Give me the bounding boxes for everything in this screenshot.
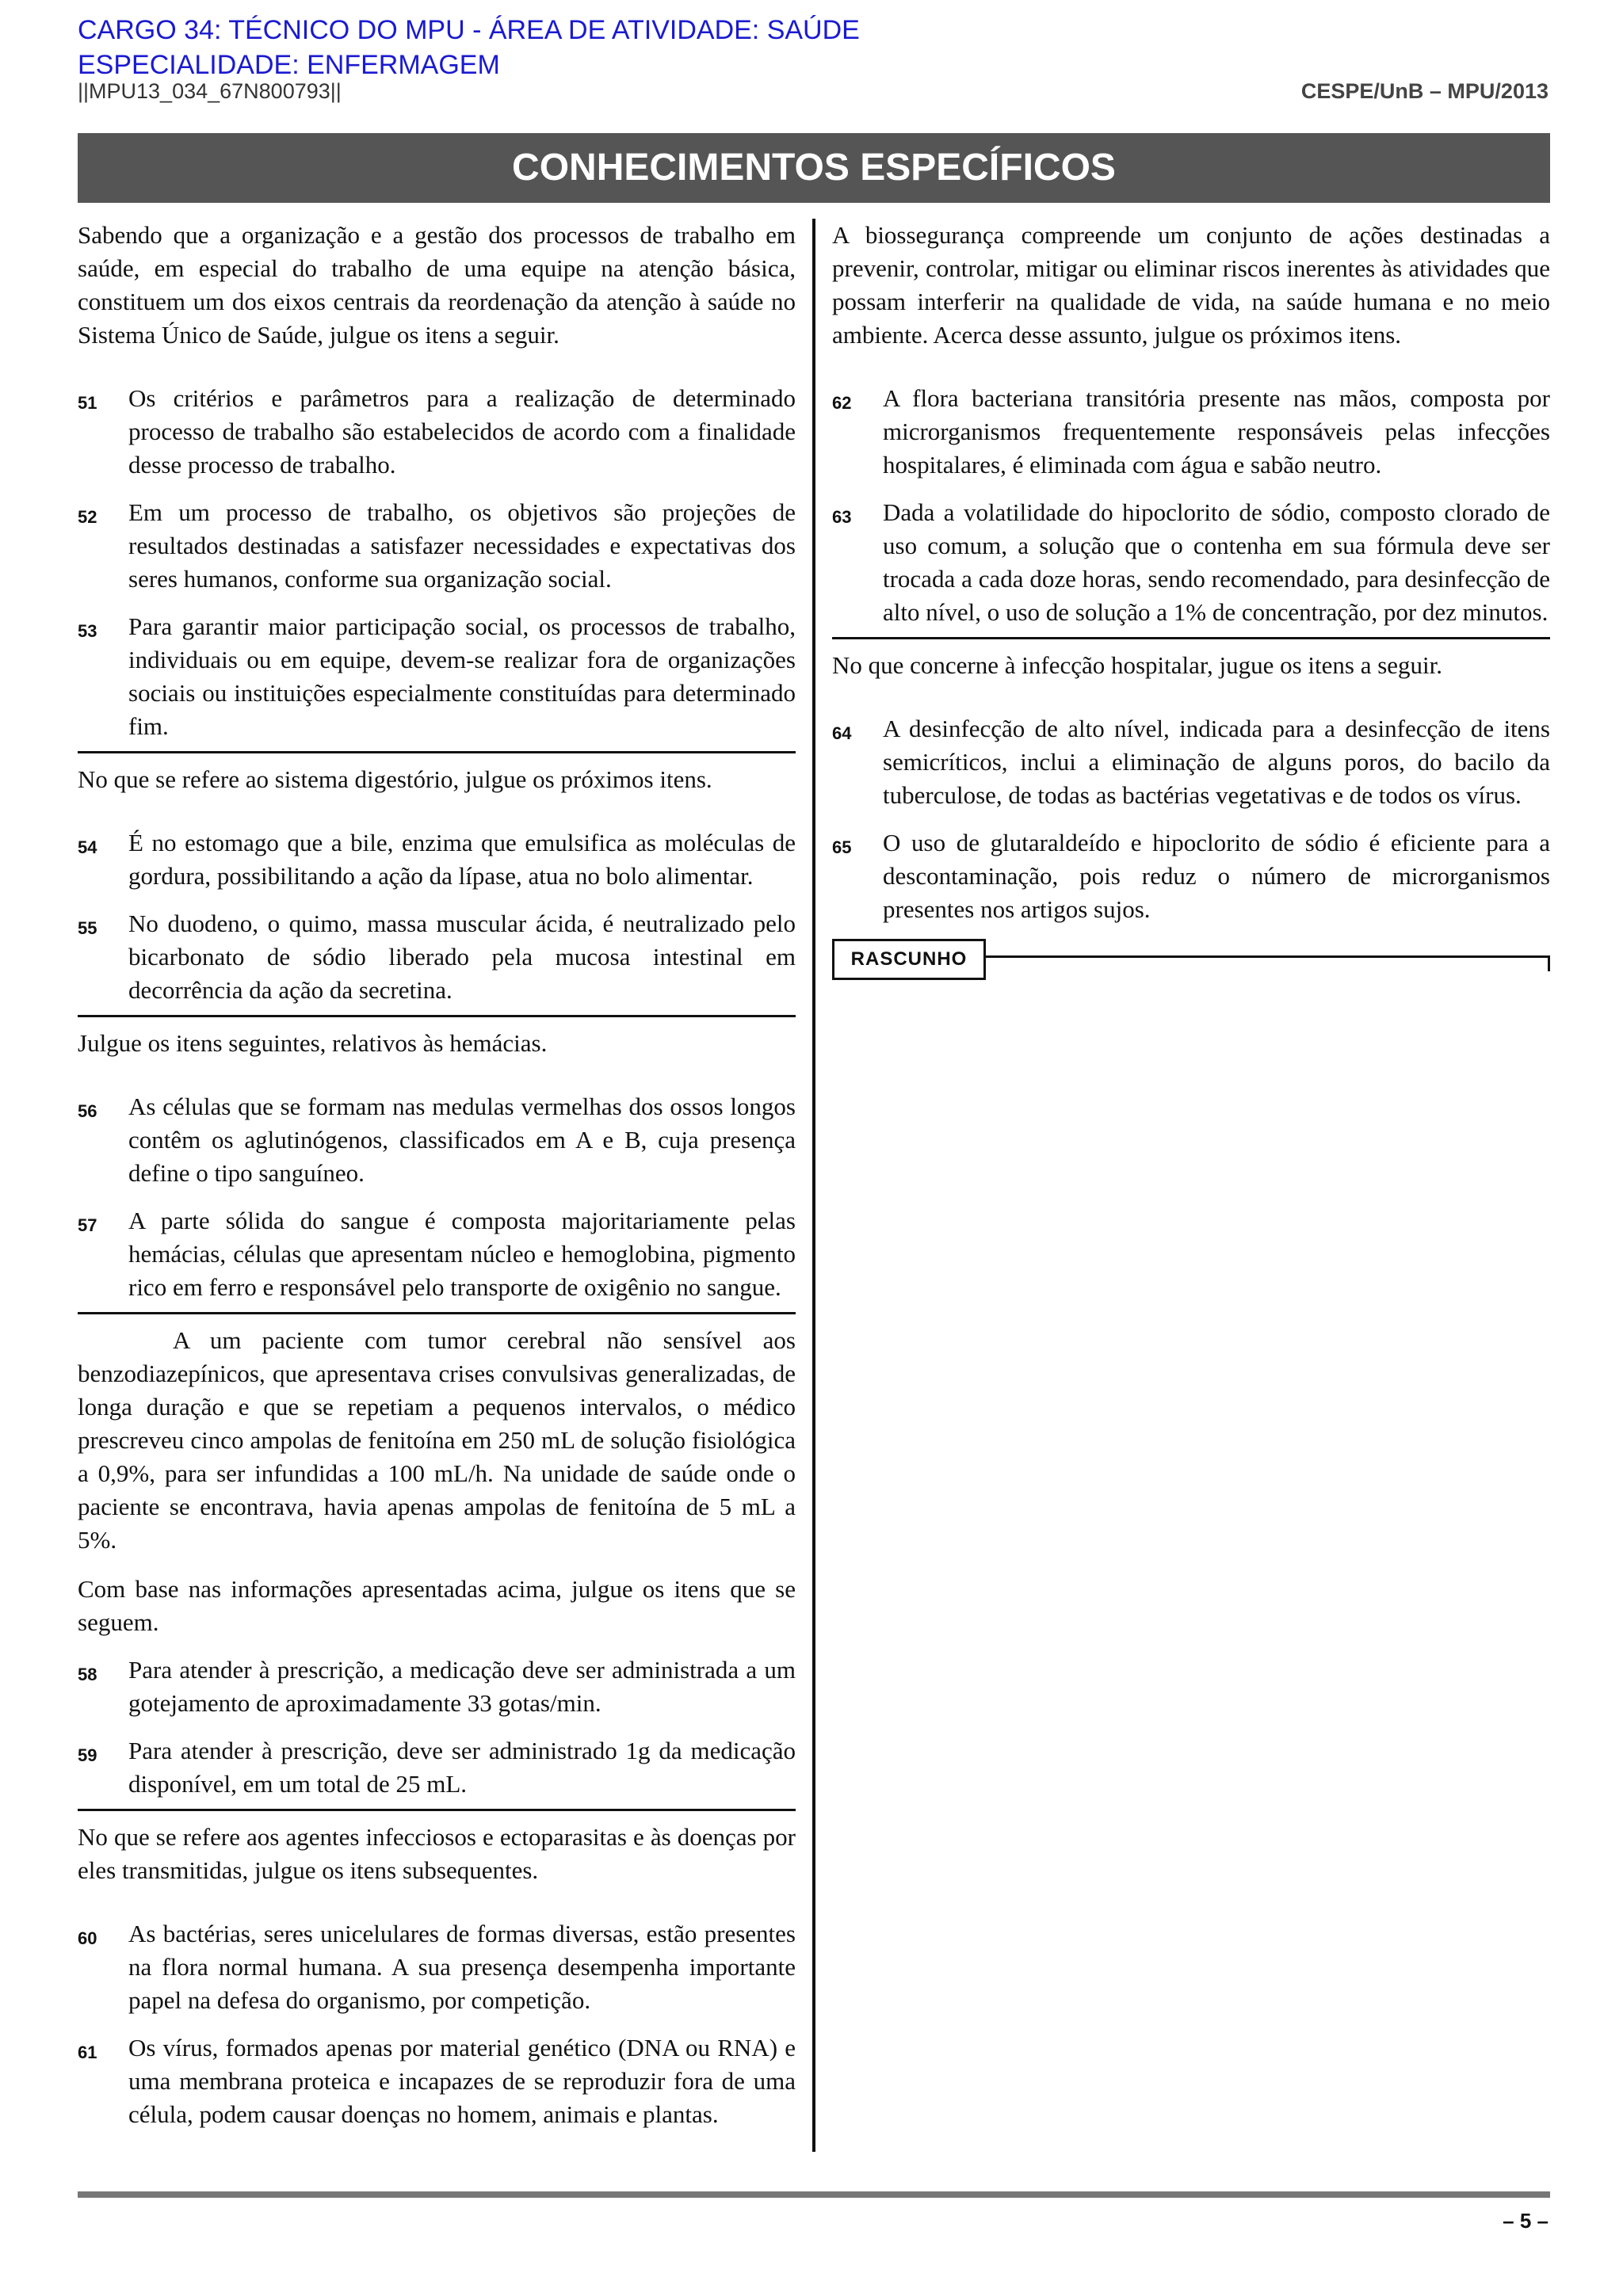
column-divider [812,219,815,2152]
rascunho-line [986,955,1550,958]
question-number: 63 [832,507,852,527]
question-number: 53 [78,621,97,641]
exam-organizer: CESPE/UnB – MPU/2013 [1300,79,1549,103]
question-number: 57 [78,1215,97,1235]
rascunho-label: RASCUNHO [832,939,986,980]
question-number: 56 [78,1101,97,1121]
rascunho-area [832,936,1550,983]
question-number: 51 [78,393,97,413]
question-text: Em um processo de trabalho, os objetivos são projeções de resultados destinadas a satisfazer necessidades e expectativas dos seres humanos, conforme sua organização social. [128,498,796,593]
question-text: Os vírus, formados apenas por material genético (DNA ou RNA) e uma membrana proteica e incapazes de se reproduzir fora de uma célula, podem causar doenças no homem, animais e plantas. [128,2034,796,2128]
right-column [832,219,1550,983]
question-text: As bactérias, seres unicelulares de formas diversas, estão presentes na flora normal humana. A sua presença desempenha importante papel na defesa do organismo, por competição. [128,1920,796,2014]
question-item [78,1734,796,1801]
question-text: Para garantir maior participação social, os processos de trabalho, individuais ou em equipe, devem-se realizar fora de organizações sociais ou instituições especialmente constituídas para determinado fim. [128,612,796,740]
question-item [78,1204,796,1304]
intro-text: Julgue os itens seguintes, relativos às hemácias. [78,1029,548,1057]
question-item [78,496,796,596]
intro-text: No que se refere aos agentes infecciosos e ectoparasitas e às doenças por eles transmitidas, julgue os itens subsequentes. [78,1823,796,1884]
section-separator [832,637,1550,639]
section-separator [78,1015,796,1017]
exam-cargo-title [78,13,1108,82]
rascunho-tick [1548,955,1550,971]
especialidade-line: ESPECIALIDADE: ENFERMAGEM [78,50,500,80]
cargo-line: CARGO 34: TÉCNICO DO MPU - ÁREA DE ATIVIDADE: SAÚDE [78,15,860,45]
section-separator [78,751,796,753]
question-item [832,382,1550,482]
question-number: 59 [78,1745,97,1765]
question-number: 61 [78,2042,97,2062]
intro-text: A biossegurança compreende um conjunto de ações destinadas a prevenir, controlar, mitigar ou eliminar riscos inerentes às atividades que possam interferir na qualidade de vida, na saúde humana e no meio ambiente. Acerca desse assunto, julgue os próximos itens. [832,221,1550,349]
question-number: 62 [832,393,852,413]
question-text: As células que se formam nas medulas vermelhas dos ossos longos contêm os aglutinógenos, classificados em A e B, cuja presença define o tipo sanguíneo. [128,1093,796,1187]
question-text: A flora bacteriana transitória presente nas mãos, composta por microrganismos frequentemente responsáveis pelas infecções hospitalares, é eliminada com água e sabão neutro. [883,384,1550,479]
question-item [78,907,796,1007]
section-banner: CONHECIMENTOS ESPECÍFICOS [78,133,1550,203]
intro-text: Com base nas informações apresentadas acima, julgue os itens que se seguem. [78,1575,796,1636]
section-separator [78,1312,796,1314]
question-item [832,712,1550,812]
question-item [78,610,796,743]
section-separator [78,1809,796,1811]
question-item [78,382,796,482]
question-text: A desinfecção de alto nível, indicada para a desinfecção de itens semicríticos, inclui a eliminação de alguns poros, do bacilo da tuberculose, de todas as bactérias vegetativas e de todos os vírus. [883,715,1550,809]
question-text: A parte sólida do sangue é composta majoritariamente pelas hemácias, células que apresentam núcleo e hemoglobina, pigmento rico em ferro e responsável pelo transporte de oxigênio no sangue. [128,1207,796,1301]
footer-bar [78,2191,1550,2198]
question-text: Dada a volatilidade do hipoclorito de sódio, composto clorado de uso comum, a solução que o contenha em sua fórmula deve ser trocada a cada doze horas, sendo recomendado, para desinfecção de alto nível, o uso de solução a 1% de concentração, por dez minutos. [883,498,1550,626]
question-item [78,1917,796,2017]
page-number: – 5 – [1503,2209,1549,2233]
question-item [78,2031,796,2131]
question-item [78,1090,796,1190]
question-number: 52 [78,507,97,527]
intro-text: Sabendo que a organização e a gestão dos processos de trabalho em saúde, em especial do trabalho de uma equipe na atenção básica, constituem um dos eixos centrais da reordenação da atenção à saúde no Sistema Único de Saúde, julgue os itens a seguir. [78,221,796,349]
question-number: 58 [78,1665,97,1684]
case-text: A um paciente com tumor cerebral não sensível aos benzodiazepínicos, que apresentava crises convulsivas generalizadas, de longa duração e que se repetiam a pequenos intervalos, o médico prescreveu cinco ampolas de fenitoína em 250 mL de solução fisiológica a 0,9%, para ser infundidas a 100 mL/h. Na unidade de saúde onde o paciente se encontrava, havia apenas ampolas de fenitoína de 5 mL a 5%. [78,1326,796,1554]
question-text: O uso de glutaraldeído e hipoclorito de sódio é eficiente para a descontaminação, pois reduz o número de microrganismos presentes nos artigos sujos. [883,829,1550,923]
question-text: Os critérios e parâmetros para a realização de determinado processo de trabalho são estabelecidos de acordo com a finalidade desse processo de trabalho. [128,384,796,479]
question-item [78,1653,796,1720]
intro-text: No que se refere ao sistema digestório, julgue os próximos itens. [78,765,712,793]
question-item [832,826,1550,926]
question-number: 54 [78,837,97,857]
question-text: Para atender à prescrição, a medicação deve ser administrada a um gotejamento de aproximadamente 33 gotas/min. [128,1656,796,1717]
question-text: No duodeno, o quimo, massa muscular ácida, é neutralizado pelo bicarbonato de sódio liberado pela mucosa intestinal em decorrência da ação da secretina. [128,910,796,1004]
question-item [78,826,796,893]
question-number: 60 [78,1928,97,1948]
question-number: 64 [832,723,852,743]
question-number: 65 [832,837,852,857]
intro-text: No que concerne à infecção hospitalar, jugue os itens a seguir. [832,651,1443,679]
question-text: É no estomago que a bile, enzima que emulsifica as moléculas de gordura, possibilitando a ação da lípase, atua no bolo alimentar. [128,829,796,890]
left-column [78,219,796,2131]
question-item [832,496,1550,629]
question-number: 55 [78,918,97,938]
question-text: Para atender à prescrição, deve ser administrado 1g da medicação disponível, em um total de 25 mL. [128,1737,796,1798]
exam-code: ||MPU13_034_67N800793|| [78,79,342,103]
